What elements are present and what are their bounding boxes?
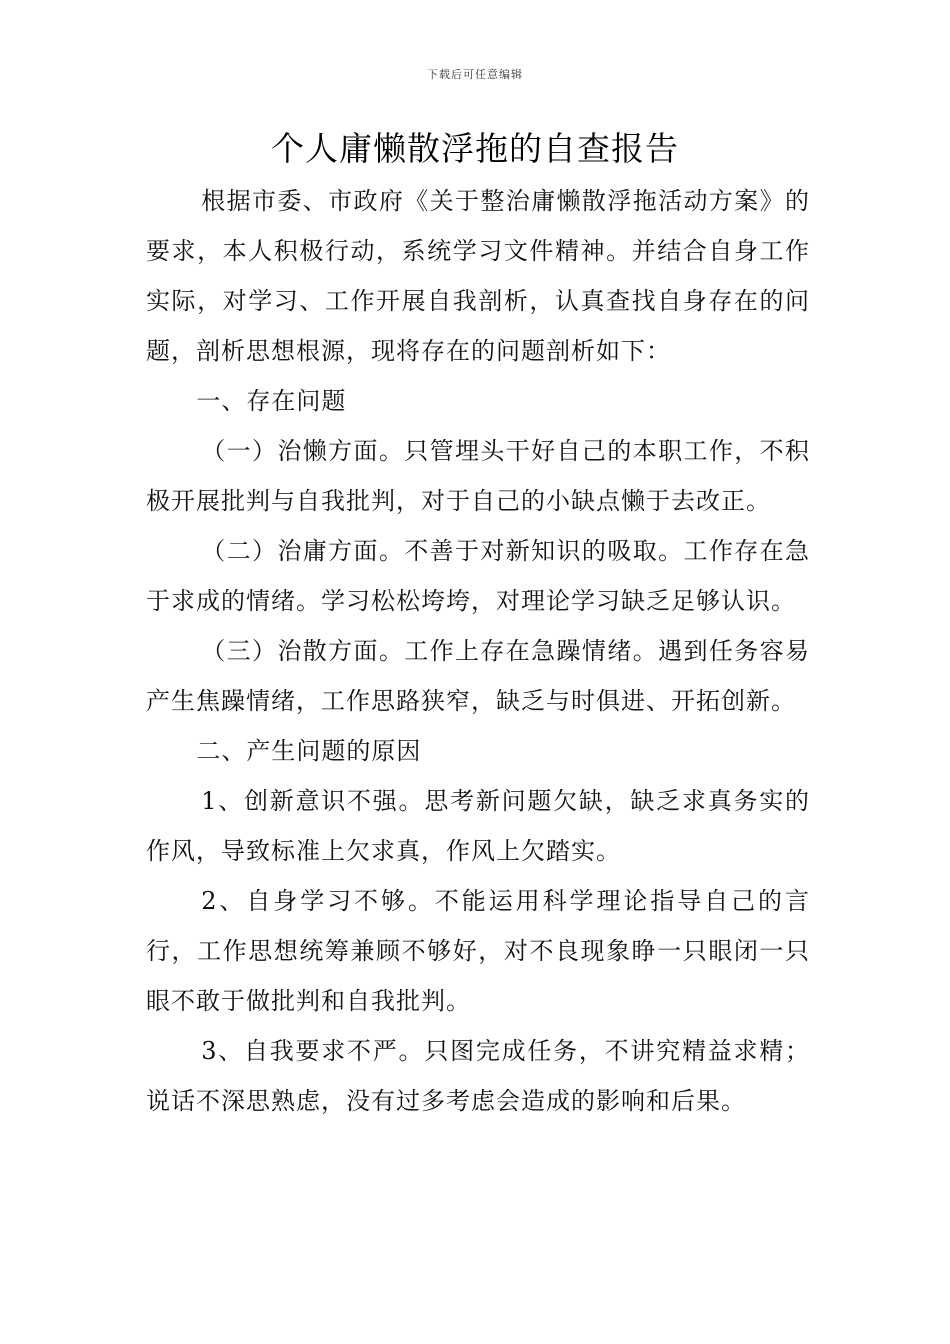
cause-paragraph-2: 2、自身学习不够。不能运用科学理论指导自己的言行，工作思想统筹兼顾不够好，对不良现象睁一只眼闭一只眼不敢于做批判和自我批判。 [146, 887, 810, 1015]
problem-paragraph-mediocrity: （二）治庸方面。不善于对新知识的吸取。工作存在急于求成的情绪。学习松松垮垮，对理论学习缺乏足够认识。 [146, 537, 810, 615]
problem-paragraph-laziness: （一）治懒方面。只管埋头干好自己的本职工作，不积极开展批判与自我批判，对于自己的小缺点懒于去改正。 [146, 437, 810, 515]
header-note: 下载后可任意编辑 [427, 68, 523, 81]
section-heading-causes: 二、产生问题的原因 [196, 737, 422, 765]
document-body [146, 176, 810, 1126]
cause-paragraph-1: 1、创新意识不强。思考新问题欠缺，缺乏求真务实的作风，导致标准上欠求真，作风上欠踏实。 [146, 787, 810, 865]
section-heading-problems: 一、存在问题 [196, 387, 347, 415]
cause-paragraph-3: 3、自我要求不严。只图完成任务，不讲究精益求精；说话不深思熟虑，没有过多考虑会造成的影响和后果。 [146, 1037, 810, 1115]
intro-paragraph: 根据市委、市政府《关于整治庸懒散浮拖活动方案》的要求，本人积极行动，系统学习文件精神。并结合自身工作实际，对学习、工作开展自我剖析，认真查找自身存在的问题，剖析思想根源，现将存在的问题剖析如下： [146, 187, 810, 365]
problem-paragraph-laxity: （三）治散方面。工作上存在急躁情绪。遇到任务容易产生焦躁情绪，工作思路狭窄，缺乏与时俱进、开拓创新。 [146, 637, 810, 715]
document-title: 个人庸懒散浮拖的自查报告 [271, 129, 679, 168]
